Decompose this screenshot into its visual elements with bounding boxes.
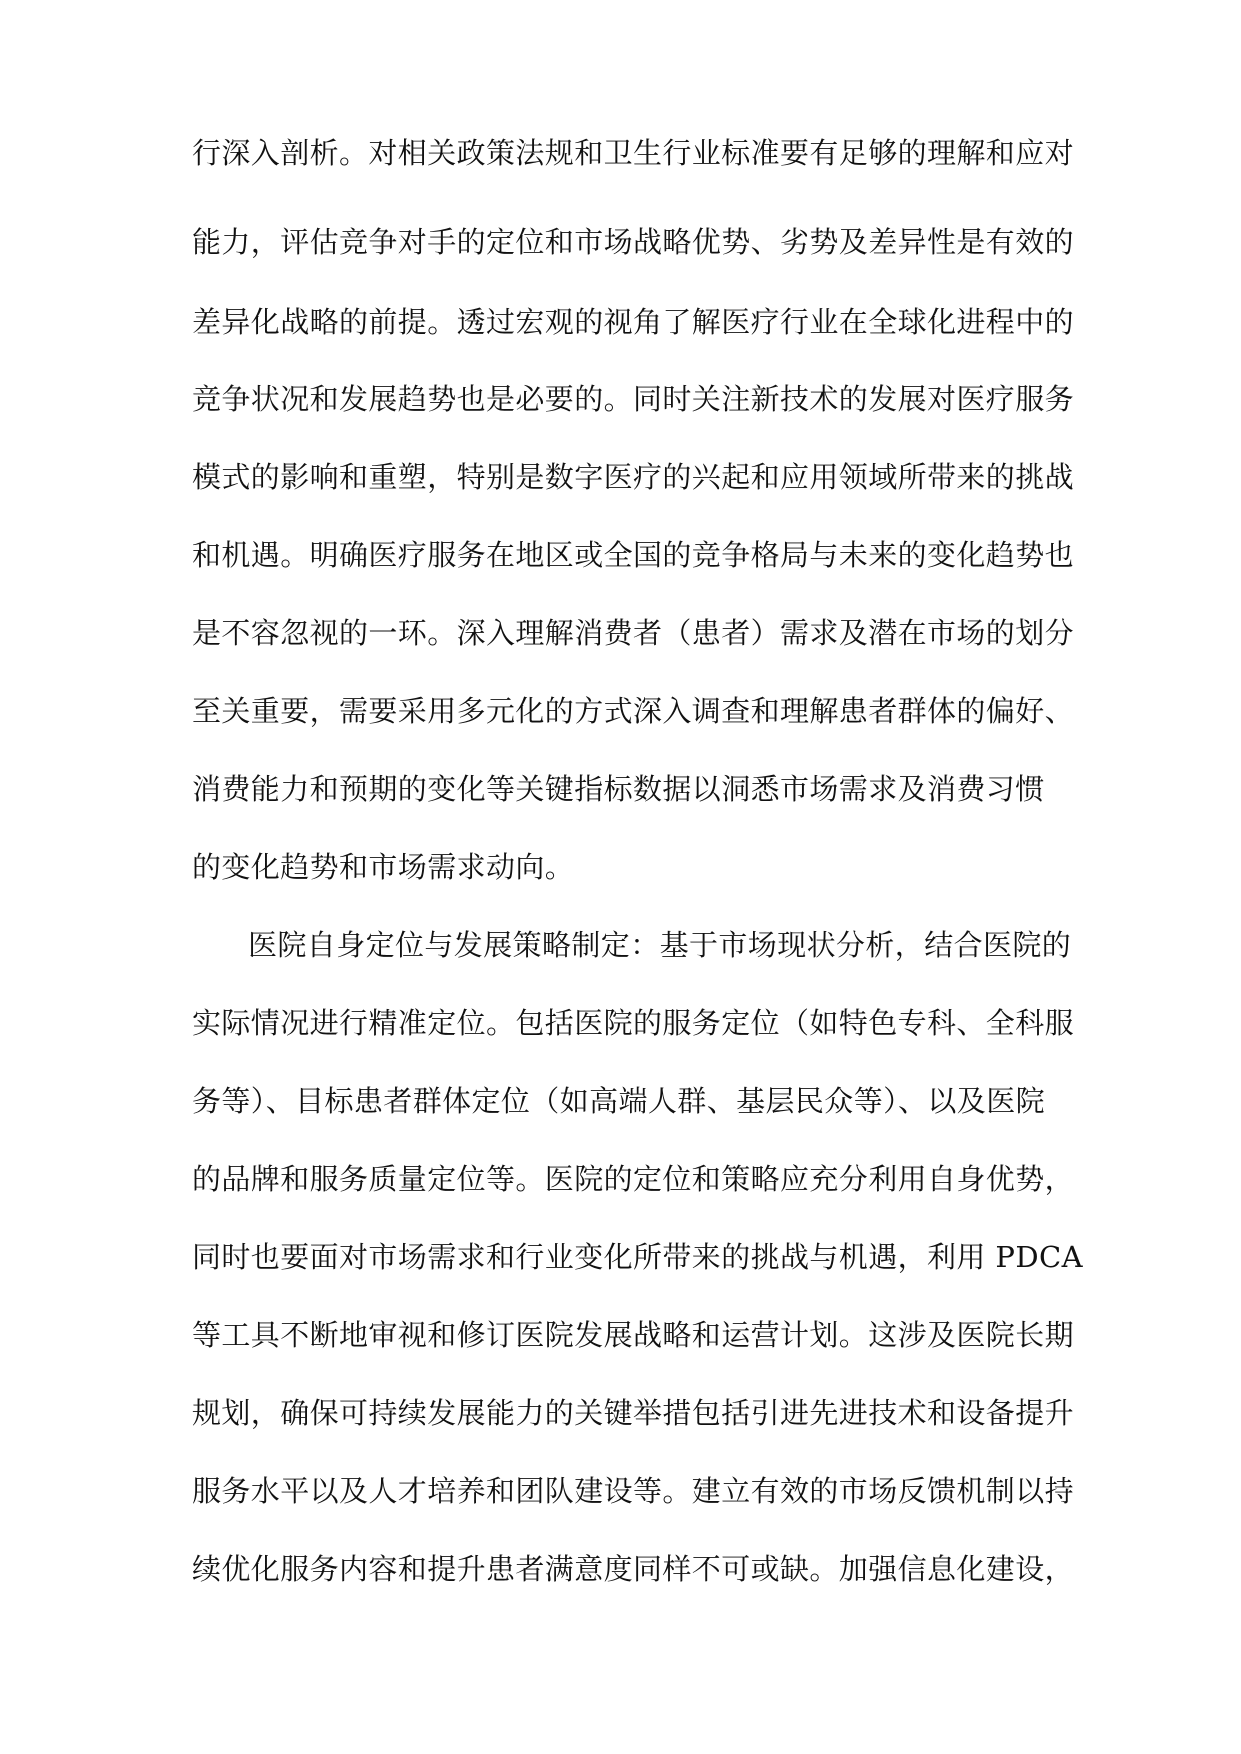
text-line: 和机遇。明确医疗服务在地区或全国的竞争格局与未来的变化趋势也: [192, 538, 1075, 572]
text-line: 等工具不断地审视和修订医院发展战略和运营计划。这涉及医院长期: [192, 1318, 1075, 1352]
text-line: 规划，确保可持续发展能力的关键举措包括引进先进技术和设备提升: [192, 1396, 1075, 1430]
text-line: 的变化趋势和市场需求动向。: [192, 850, 575, 884]
text-line: 实际情况进行精准定位。包括医院的服务定位（如特色专科、全科服: [192, 1006, 1075, 1040]
text-line: 行深入剖析。对相关政策法规和卫生行业标准要有足够的理解和应对: [192, 136, 1075, 170]
text-line: 消费能力和预期的变化等关键指标数据以洞悉市场需求及消费习惯: [192, 772, 1045, 806]
text-line: 竞争状况和发展趋势也是必要的。同时关注新技术的发展对医疗服务: [192, 382, 1075, 416]
text-line: 差异化战略的前提。透过宏观的视角了解医疗行业在全球化进程中的: [192, 305, 1075, 339]
text-line: 同时也要面对市场需求和行业变化所带来的挑战与机遇，利用 PDCA: [192, 1240, 1083, 1274]
paragraph-first-line: 医院自身定位与发展策略制定：基于市场现状分析，结合医院的: [248, 928, 1072, 962]
text-line: 服务水平以及人才培养和团队建设等。建立有效的市场反馈机制以持: [192, 1474, 1075, 1508]
text-line: 的品牌和服务质量定位等。医院的定位和策略应充分利用自身优势，: [192, 1162, 1075, 1196]
text-line: 能力，评估竞争对手的定位和市场战略优势、劣势及差异性是有效的: [192, 225, 1075, 259]
text-line: 至关重要，需要采用多元化的方式深入调查和理解患者群体的偏好、: [192, 694, 1075, 728]
text-line: 务等）、目标患者群体定位（如高端人群、基层民众等）、以及医院: [192, 1084, 1046, 1118]
text-line: 是不容忽视的一环。深入理解消费者（患者）需求及潜在市场的划分: [192, 616, 1075, 650]
text-line: 模式的影响和重塑，特别是数字医疗的兴起和应用领域所带来的挑战: [192, 460, 1075, 494]
text-line: 续优化服务内容和提升患者满意度同样不可或缺。加强信息化建设，: [192, 1552, 1075, 1586]
